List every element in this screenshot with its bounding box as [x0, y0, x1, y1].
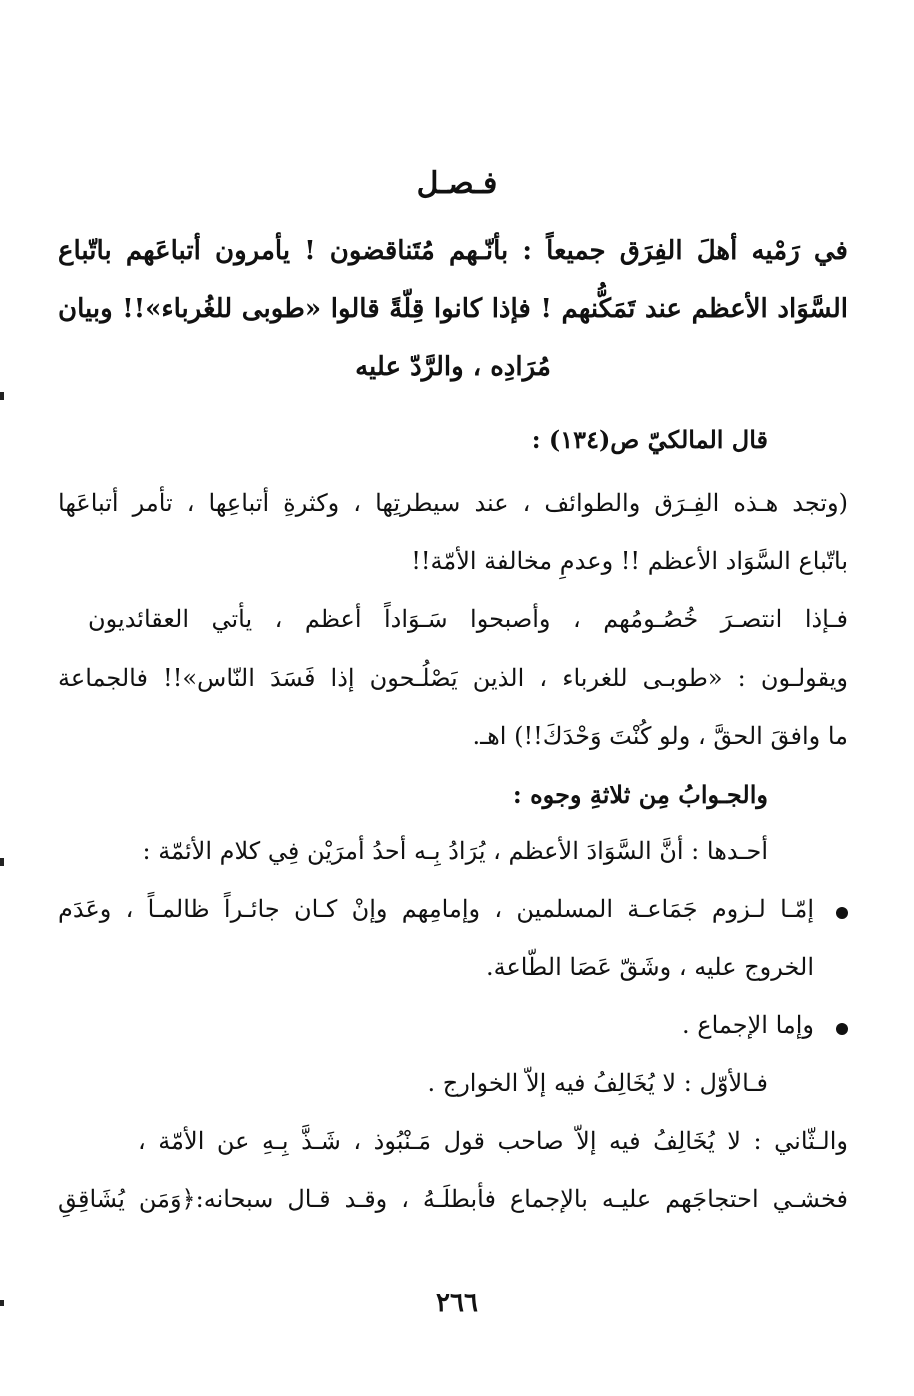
heading-line: مُرَادِه ، والرَّدّ عليه: [355, 352, 551, 382]
quote-line: فـإذا انتصـرَ خُصُـومُهم ، وأصبحوا سَـوَاداً أعظم ، يأتي العقائديون: [88, 605, 848, 633]
quote-line: باتّباع السَّوَاد الأعظم !! وعدمِ مخالفة الأمّة!!: [411, 547, 848, 575]
quote-intro: قال المالكيّ ص(١٣٤) :: [531, 425, 768, 454]
quote-line: ما وافقَ الحقَّ ، ولو كُنْتَ وَحْدَكَ!!) اهـ.: [472, 722, 848, 750]
first-point: أحـدها : أنَّ السَّوَادَ الأعظم ، يُرَادُ بِـه أحدُ أمرَيْن فِي كلام الأئمّة :: [142, 837, 768, 865]
scan-edge-mark: [0, 1300, 4, 1306]
section-title: فـصـل: [416, 166, 498, 201]
second-note-line: والـثّاني : لا يُخَالِفُ فيه إلاّ صاحب قول مَـنْبُوذ ، شَـذَّ بِـهِ عن الأمّة ،: [138, 1127, 848, 1155]
heading-line: في رَمْيه أهلَ الفِرَق جميعاً : بأنّـهم مُتَناقضون ! يأمرون أتباعَهم باتّباع: [58, 236, 848, 266]
bullet-dot-icon: [836, 907, 848, 919]
answer-intro: والجـوابُ مِن ثلاثةِ وجوه :: [512, 780, 768, 809]
first-note: فـالأوّل : لا يُخَالِفُ فيه إلاّ الخوارج .: [427, 1069, 768, 1097]
scan-edge-mark: [0, 858, 4, 866]
second-note-line: فخشـي احتجاجَهم عليـه بالإجماع فأبطلَـهُ ، وقـد قـال سبحانه:﴿وَمَن يُشَاقِقِ: [58, 1185, 848, 1213]
bullet-dot-icon: [836, 1023, 848, 1035]
page-number: ٢٦٦: [436, 1288, 478, 1318]
chapter-heading: [58, 222, 848, 396]
scan-edge-mark: [0, 392, 4, 400]
bullet-item-line: إمّـا لـزوم جَمَاعـة المسلمين ، وإمامِهم وإنْ كـان جائـراً ظالمـاً ، وعَدَم: [58, 895, 814, 923]
quote-line: ويقولـون : «طوبـى للغرباء ، الذين يَصْلُـحون إذا فَسَدَ النّاس»!! فالجماعة: [58, 664, 848, 692]
quote-line: (وتجد هـذه الفِـرَق والطوائف ، عند سيطرتِها ، وكثرةِ أتباعِها ، تأمر أتباعَها: [58, 489, 848, 517]
bullet-item-line: الخروج عليه ، وشَقّ عَصَا الطّاعة.: [485, 953, 814, 981]
body-text: [58, 425, 848, 1225]
bullet-item-line: وإما الإجماع .: [681, 1011, 814, 1039]
heading-line: السَّوَاد الأعظم عند تَمَكُّنهم ! فإذا كانوا قِلّةً قالوا «طوبى للغُرباء»!! وبيان: [58, 294, 848, 324]
